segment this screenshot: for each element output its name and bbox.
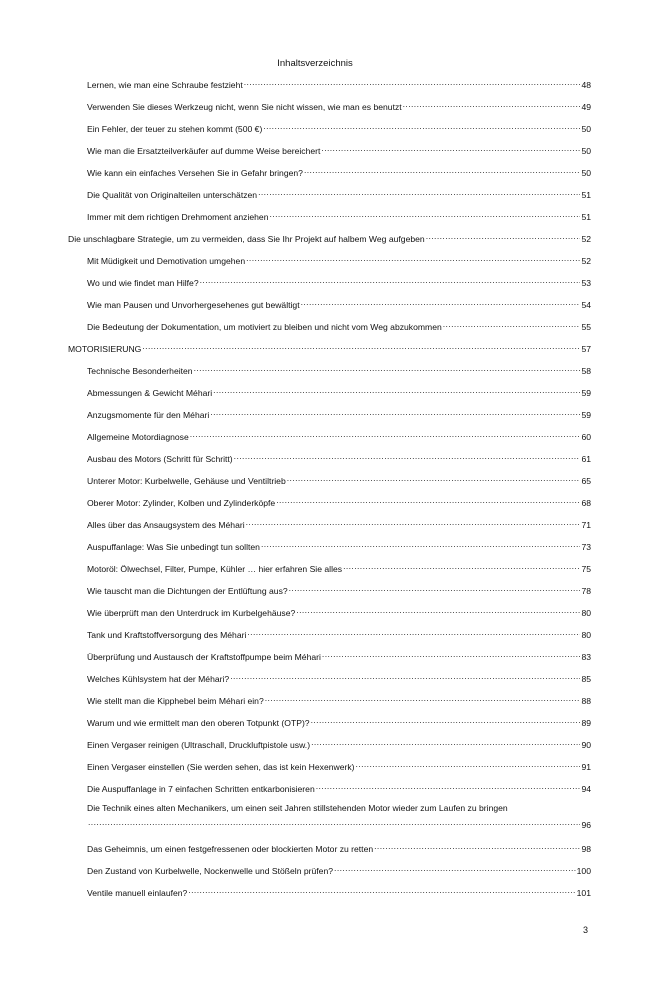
toc-entry-title: Die Bedeutung der Dokumentation, um motiviert zu bleiben und nicht vom Weg abzukommen: [87, 322, 442, 332]
toc-dot-leader: [246, 253, 580, 264]
toc-entry-page: 50: [581, 146, 591, 156]
toc-entry-title: Wie man Pausen und Unvorhergesehenes gut bewältigt: [87, 300, 300, 310]
toc-entry-page: 60: [581, 432, 591, 442]
toc-entry-page: 57: [581, 344, 591, 354]
toc-dot-leader: [296, 605, 580, 616]
toc-entry-title: Warum und wie ermittelt man den oberen Totpunkt (OTP)?: [87, 718, 310, 728]
toc-entry[interactable]: [87, 583, 591, 597]
toc-entry-page: 80: [581, 608, 591, 618]
toc-entry-page: 49: [581, 102, 591, 112]
toc-entry-title: Den Zustand von Kurbelwelle, Nockenwelle und Stößeln prüfen?: [87, 866, 334, 876]
toc-entry-page: 101: [576, 888, 591, 898]
toc-entry-title: Tank und Kraftstoffversorgung des Méhari: [87, 630, 247, 640]
toc-dot-leader: [230, 671, 580, 682]
toc-entry-title: Wie tauscht man die Dichtungen der Entlüftung aus?: [87, 586, 288, 596]
toc-dot-leader: [287, 473, 581, 484]
toc-entry[interactable]: [87, 495, 591, 509]
toc-entry-title: MOTORISIERUNG: [68, 344, 142, 354]
toc-entry-page: 52: [581, 256, 591, 266]
toc-dot-leader: [374, 841, 580, 852]
toc-entry-title: Einen Vergaser einstellen (Sie werden sehen, das ist kein Hexenwerk): [87, 762, 355, 772]
toc-entry-title: Die unschlagbare Strategie, um zu vermeiden, dass Sie Ihr Projekt auf halbem Weg aufgeben: [68, 234, 425, 244]
toc-dot-leader: [234, 451, 581, 462]
toc-dot-leader: [289, 583, 581, 594]
toc-dot-leader: [443, 319, 581, 330]
toc-entry-title: Wie kann ein einfaches Versehen Sie in Gefahr bringen?: [87, 168, 303, 178]
toc-dot-leader: [426, 231, 581, 242]
toc-entry-page: 100: [576, 866, 591, 876]
toc-entry-page: 90: [581, 740, 591, 750]
toc-entry[interactable]: [87, 781, 591, 795]
toc-entry-page: 98: [581, 844, 591, 854]
toc-entry-page: 48: [581, 80, 591, 90]
toc-entry[interactable]: [87, 649, 591, 663]
toc-dot-leader: [343, 561, 580, 572]
toc-entry-page: 94: [581, 784, 591, 794]
toc-entry-title: Wo und wie findet man Hilfe?: [87, 278, 199, 288]
toc-entry-page: 59: [581, 388, 591, 398]
toc-entry-page: 50: [581, 124, 591, 134]
toc-dot-leader: [311, 737, 580, 748]
toc-dot-leader: [200, 275, 581, 286]
toc-entry-page: 61: [581, 454, 591, 464]
toc-entry[interactable]: [87, 253, 591, 267]
toc-dot-leader: [142, 341, 580, 352]
toc-entry[interactable]: [87, 275, 591, 289]
toc-entry-title: Abmessungen & Gewicht Méhari: [87, 388, 213, 398]
toc-dot-leader: [188, 885, 575, 896]
toc-entry-title: Lernen, wie man eine Schraube festzieht: [87, 80, 243, 90]
toc-entry[interactable]: [87, 539, 591, 553]
toc-entry[interactable]: [87, 863, 591, 877]
toc-dot-leader: [261, 539, 580, 550]
toc-entry[interactable]: [87, 803, 591, 831]
toc-dot-leader: [270, 209, 581, 220]
toc-dot-leader: [316, 781, 581, 792]
toc-entry-page: 83: [581, 652, 591, 662]
toc-entry[interactable]: [87, 363, 591, 377]
toc-entry-page: 88: [581, 696, 591, 706]
toc-entry-page: 75: [581, 564, 591, 574]
toc-entry-title: Das Geheimnis, um einen festgefressenen oder blockierten Motor zu retten: [87, 844, 374, 854]
toc-entry-page: 51: [581, 190, 591, 200]
toc-section-entry[interactable]: [68, 231, 591, 245]
toc-entry-title: Technische Besonderheiten: [87, 366, 193, 376]
toc-entry-title: Oberer Motor: Zylinder, Kolben und Zylinderköpfe: [87, 498, 276, 508]
toc-entry[interactable]: [87, 99, 591, 113]
toc-entry-page: 73: [581, 542, 591, 552]
toc-entry-page: 89: [581, 718, 591, 728]
toc-entry-page: 52: [581, 234, 591, 244]
toc-entry[interactable]: [87, 841, 591, 855]
toc-dot-leader: [244, 77, 581, 88]
toc-entry-title: Motoröl: Ölwechsel, Filter, Pumpe, Kühler … hier erfahren Sie alles: [87, 564, 343, 574]
toc-entry-page: 58: [581, 366, 591, 376]
toc-dot-leader: [301, 297, 581, 308]
page-number: 3: [583, 925, 589, 935]
toc-entry[interactable]: [87, 407, 591, 421]
toc-entry[interactable]: [87, 737, 591, 751]
toc-entry-page: 78: [581, 586, 591, 596]
toc-dot-leader: [263, 121, 580, 132]
toc-dot-leader: [322, 649, 581, 660]
toc-dot-leader: [265, 693, 581, 704]
toc-dot-leader: [311, 715, 581, 726]
toc-dot-leader: [321, 143, 580, 154]
toc-entry[interactable]: [87, 187, 591, 201]
toc-entry-title: Die Auspuffanlage in 7 einfachen Schritten entkarbonisieren: [87, 784, 315, 794]
toc-entry[interactable]: [87, 121, 591, 135]
toc-entry-page: 71: [581, 520, 591, 530]
toc-entry-title: Überprüfung und Austausch der Kraftstoffpumpe beim Méhari: [87, 652, 321, 662]
toc-entry[interactable]: [87, 759, 591, 773]
toc-entry-title: Welches Kühlsystem hat der Méhari?: [87, 674, 230, 684]
toc-dot-leader: [210, 407, 580, 418]
toc-entry-title: Immer mit dem richtigen Drehmoment anziehen: [87, 212, 269, 222]
toc-entry-page: 51: [581, 212, 591, 222]
toc-entry-page: 54: [581, 300, 591, 310]
toc-entry-title: Wie stellt man die Kipphebel beim Méhari ein?: [87, 696, 264, 706]
toc-entry-page: 59: [581, 410, 591, 420]
toc-dot-leader: [334, 863, 576, 874]
toc-entry[interactable]: [87, 429, 591, 443]
toc-entry[interactable]: [87, 143, 591, 157]
toc-entry[interactable]: [87, 693, 591, 707]
toc-entry[interactable]: [87, 885, 591, 899]
toc-entry[interactable]: [87, 671, 591, 685]
toc-entry-title: Die Technik eines alten Mechanikers, um einen seit Jahren stillstehenden Motor wieder zum Laufen zu bringen: [87, 803, 508, 813]
toc-dot-leader: [194, 363, 581, 374]
toc-dot-leader: [88, 817, 580, 828]
toc-entry-page: 65: [581, 476, 591, 486]
toc-entry-title: Anzugsmomente für den Méhari: [87, 410, 210, 420]
toc-entry-page: 80: [581, 630, 591, 640]
toc-entry[interactable]: [87, 627, 591, 641]
toc-entry[interactable]: [87, 561, 591, 575]
toc-dot-leader: [190, 429, 581, 440]
toc-entry-page: 96: [581, 820, 591, 830]
toc-entry-title: Auspuffanlage: Was Sie unbedingt tun sollten: [87, 542, 260, 552]
toc-dot-leader: [356, 759, 581, 770]
toc-dot-leader: [258, 187, 580, 198]
toc-entry[interactable]: [87, 77, 591, 91]
toc-entry[interactable]: [87, 451, 591, 465]
toc-entry-page: 55: [581, 322, 591, 332]
toc-dot-leader: [304, 165, 581, 176]
toc-entry-page: 85: [581, 674, 591, 684]
toc-entry[interactable]: [87, 297, 591, 311]
toc-entry[interactable]: [87, 605, 591, 619]
toc-entry-title: Alles über das Ansaugsystem des Méhari: [87, 520, 245, 530]
toc-entry-title: Ventile manuell einlaufen?: [87, 888, 188, 898]
toc-dot-leader: [276, 495, 580, 506]
toc-dot-leader: [247, 627, 580, 638]
toc-entry-title: Mit Müdigkeit und Demotivation umgehen: [87, 256, 246, 266]
toc-entry-title: Allgemeine Motordiagnose: [87, 432, 189, 442]
toc-entry-page: 50: [581, 168, 591, 178]
toc-entry[interactable]: [87, 165, 591, 179]
toc-entry-title: Ausbau des Motors (Schritt für Schritt): [87, 454, 233, 464]
toc-entry-page: 53: [581, 278, 591, 288]
toc-entry-page: 91: [581, 762, 591, 772]
toc-entry[interactable]: [87, 385, 591, 399]
toc-entry-page: 68: [581, 498, 591, 508]
toc-entry-title: Wie überprüft man den Unterdruck im Kurbelgehäuse?: [87, 608, 296, 618]
toc-entry[interactable]: [87, 473, 591, 487]
toc-entry-title: Ein Fehler, der teuer zu stehen kommt (500 €): [87, 124, 263, 134]
toc-entry-title: Einen Vergaser reinigen (Ultraschall, Druckluftpistole usw.): [87, 740, 311, 750]
toc-entry-title: Unterer Motor: Kurbelwelle, Gehäuse und Ventiltrieb: [87, 476, 286, 486]
toc-entry-title: Wie man die Ersatzteilverkäufer auf dumme Weise bereichert: [87, 146, 321, 156]
page-title: Inhaltsverzeichnis: [277, 58, 353, 69]
toc-entry[interactable]: [87, 517, 591, 531]
toc-entry[interactable]: [87, 715, 591, 729]
toc-entry-title: Die Qualität von Originalteilen unterschätzen: [87, 190, 258, 200]
toc-dot-leader: [213, 385, 580, 396]
toc-entry[interactable]: [87, 209, 591, 223]
toc-entry[interactable]: [87, 319, 591, 333]
toc-dot-leader: [403, 99, 581, 110]
toc-section-entry[interactable]: [68, 341, 591, 355]
toc-entry-title: Verwenden Sie dieses Werkzeug nicht, wenn Sie nicht wissen, wie man es benutzt: [87, 102, 402, 112]
toc-dot-leader: [246, 517, 581, 528]
